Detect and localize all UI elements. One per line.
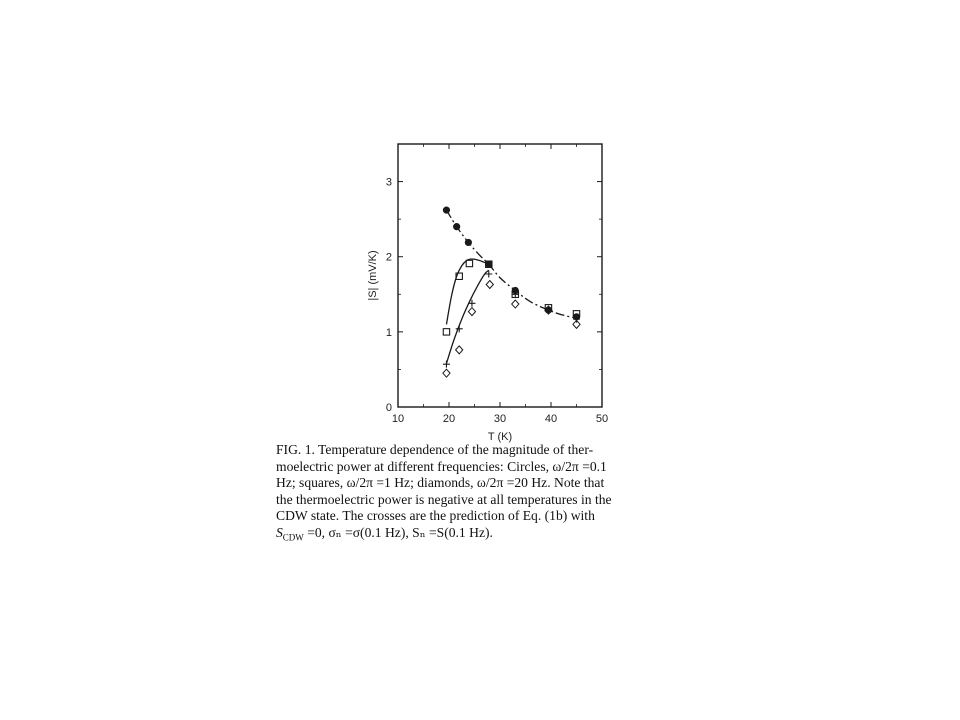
square-point bbox=[466, 260, 472, 266]
circle-point bbox=[443, 207, 449, 213]
circle-point bbox=[486, 261, 492, 267]
square-point bbox=[443, 329, 449, 335]
x-axis-label: T (K) bbox=[487, 431, 513, 443]
y-tick-label: 1 bbox=[385, 326, 392, 339]
caption-line: FIG. 1. Temperature dependence of the magnitude of ther- bbox=[276, 442, 594, 457]
y-axis-label: |S| (mV/K) bbox=[367, 250, 379, 301]
caption-line: CDW state. The crosses are the prediction of Eq. (1b) with bbox=[276, 508, 595, 524]
circle-point bbox=[453, 223, 459, 229]
diamond-point bbox=[443, 369, 450, 377]
diamond-point bbox=[468, 308, 475, 316]
caption-line: the thermoelectric power is negative at all temperatures in the bbox=[276, 491, 612, 507]
curves-layer bbox=[446, 210, 576, 363]
fit-curve-3 bbox=[446, 270, 488, 363]
caption-line: $S_{CDW} =0$, σₙ =σ(0.1 Hz), Sₙ =S(0.1 Hz). bbox=[276, 524, 493, 543]
x-tick-label: 50 bbox=[595, 413, 609, 425]
diamond-point bbox=[486, 281, 493, 289]
cross-point bbox=[443, 361, 450, 368]
points-layer bbox=[443, 207, 580, 377]
x-tick-label: 30 bbox=[493, 413, 507, 425]
diamond-point bbox=[512, 300, 519, 308]
labels-layer bbox=[367, 177, 608, 443]
y-tick-label: 0 bbox=[385, 402, 392, 414]
symbol-s-cdw: S bbox=[276, 524, 283, 540]
x-tick-label: 20 bbox=[442, 413, 456, 425]
y-tick-label: 3 bbox=[385, 176, 392, 189]
fit-curve-2 bbox=[446, 259, 488, 324]
x-tick-label: 40 bbox=[544, 413, 558, 425]
caption-line: moelectric power at different frequencies: Circles, ω/2π =0.1 bbox=[276, 458, 607, 474]
caption-line: Hz; squares, ω/2π =1 Hz; diamonds, ω/2π =20 Hz. Note that bbox=[276, 475, 605, 491]
figure-caption bbox=[276, 442, 636, 546]
diamond-point bbox=[456, 346, 463, 354]
x-tick-label: 10 bbox=[391, 413, 405, 425]
chart-figure bbox=[355, 128, 625, 448]
y-tick-label: 2 bbox=[385, 251, 392, 264]
plot-frame bbox=[398, 144, 602, 407]
axes-layer bbox=[398, 144, 602, 407]
circle-point bbox=[465, 239, 471, 245]
